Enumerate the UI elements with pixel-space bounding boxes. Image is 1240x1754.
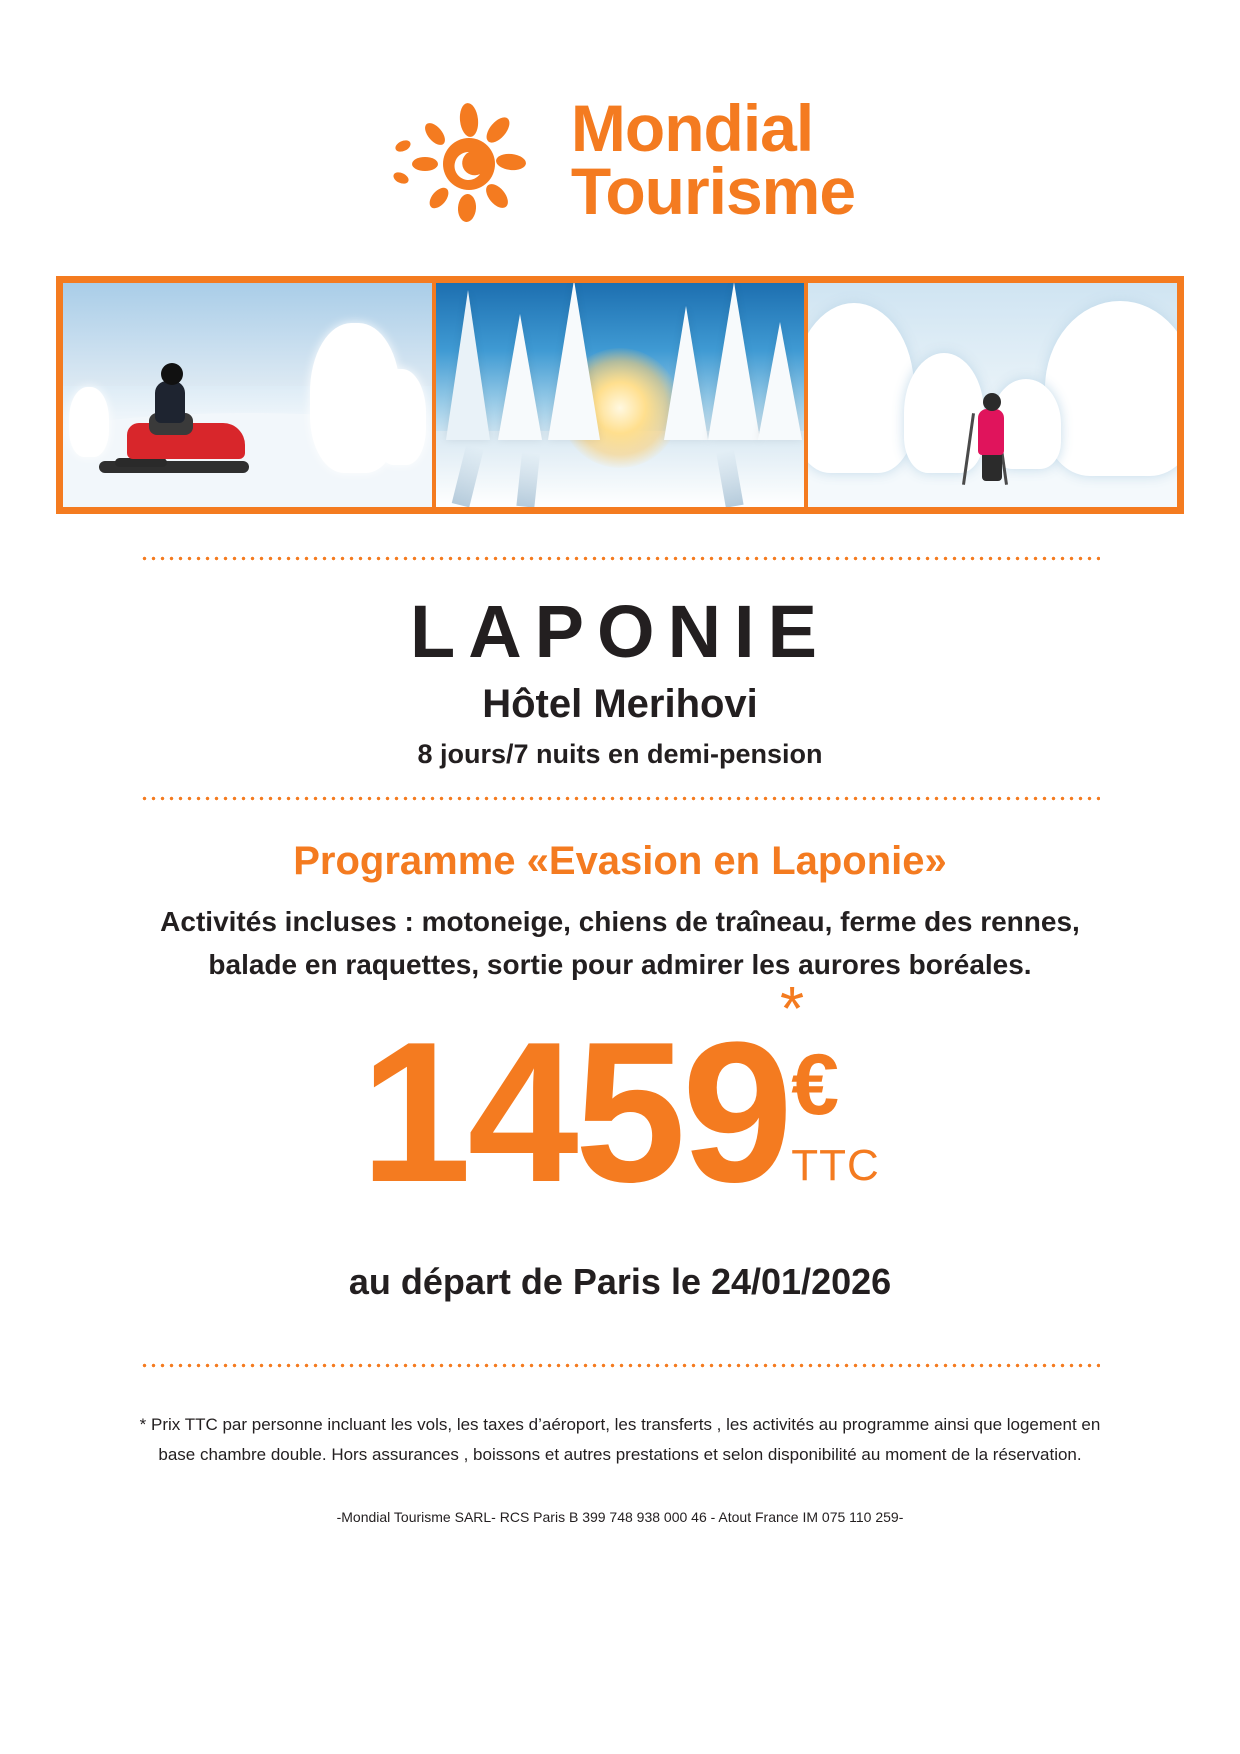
departure-info: au départ de Paris le 24/01/2026 (348, 1260, 892, 1302)
price-currency: € (791, 1037, 840, 1134)
legal-mentions: -Mondial Tourisme SARL- RCS Paris B 399 748 938 000 46 - Atout France IM 075 110 259- (336, 1509, 904, 1526)
brand-line-1: Mondial (570, 90, 814, 165)
price-amount: 1459 (360, 1000, 790, 1224)
hotel-name: Hôtel Merihovi (482, 682, 758, 726)
divider-top (140, 556, 1100, 561)
brand-logo (0, 0, 1240, 230)
included-activities (40, 900, 1200, 987)
price-tax-label: TTC (791, 1140, 880, 1190)
stay-duration: 8 jours/7 nuits en demi-pension (417, 739, 823, 769)
price-block (0, 974, 1240, 1224)
included-line-1: Activités incluses : motoneige, chiens de traîneau, ferme des rennes, (160, 906, 1080, 937)
included-line-2: balade en raquettes, sortie pour admirer les aurores boréales. (208, 949, 1032, 981)
footnote-line-1: * Prix TTC par personne incluant les vols, les taxes d’aéroport, les transferts , les activités au programme ainsi que logement en (139, 1414, 1101, 1434)
photo-snowshoe-hiker (808, 283, 1177, 507)
photo-gallery (56, 276, 1184, 514)
brand-wordmark (570, 90, 856, 228)
footnote-line-2: base chambre double. Hors assurances , boissons et autres prestations et selon disponibilité au moment de la réservation. (158, 1444, 1082, 1464)
destination-title: LAPONIE (410, 590, 830, 673)
sun-logo-icon (385, 90, 545, 230)
photo-snowmobile (63, 283, 432, 507)
photo-sunrise-forest (436, 283, 805, 507)
price-footnote (130, 1410, 1110, 1470)
brand-line-2: Tourisme (570, 154, 856, 228)
programme-title: Programme «Evasion en Laponie» (293, 839, 947, 883)
divider-bottom (140, 1363, 1100, 1368)
price-asterisk: * (780, 974, 805, 1044)
divider-middle (140, 796, 1100, 801)
